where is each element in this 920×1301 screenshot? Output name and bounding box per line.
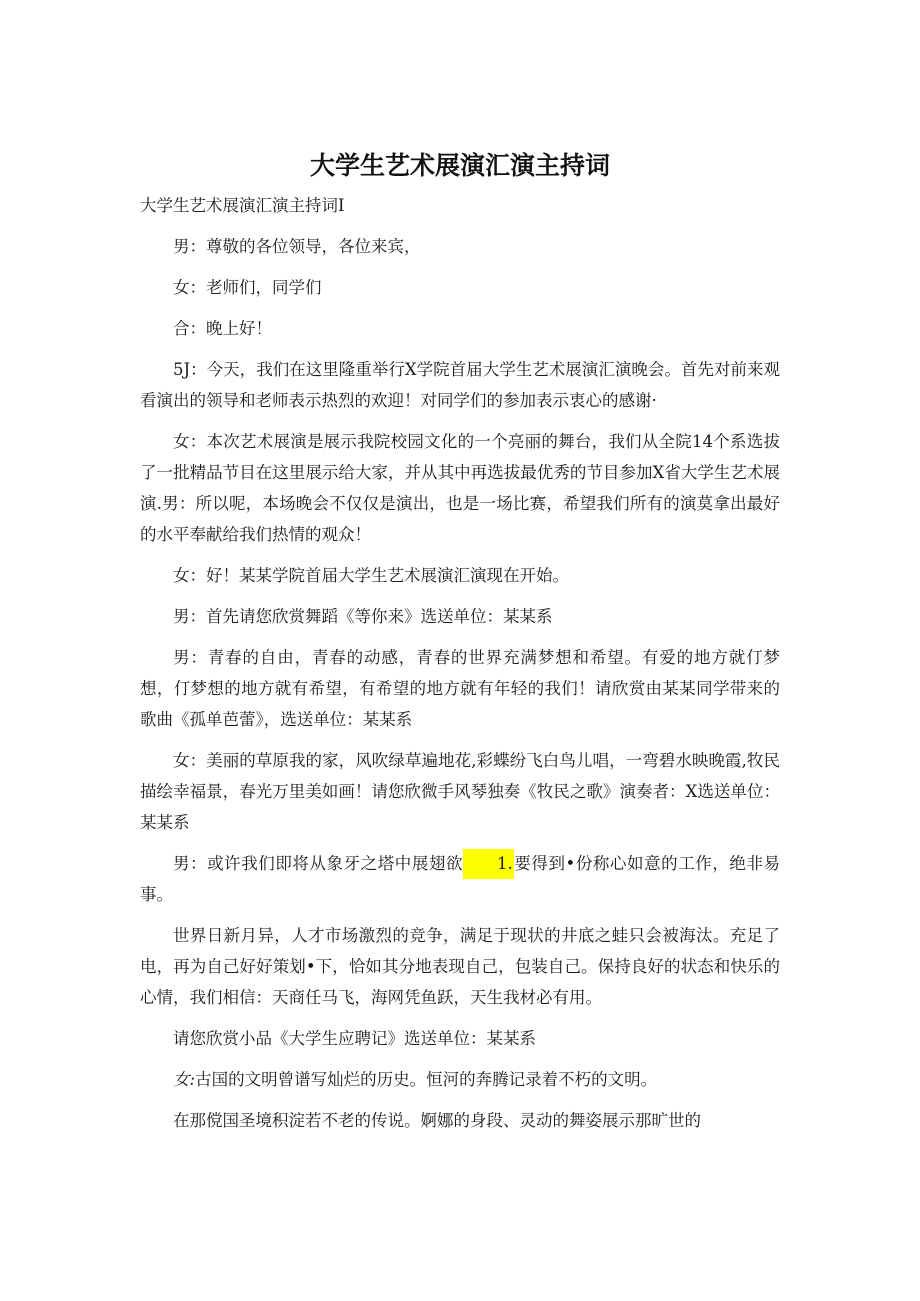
- paragraph-world: 世界日新月异，人才市场激烈的竞争，满足于现状的井底之蛙只会被海汰。充足了电，再为自己好好策划•下，恰如其分地表现自己，包装自己。保持良好的状态和快乐的心情，我们相信：天商任马飞，海网凭鱼跃，天生我材必有用。: [140, 926, 780, 1007]
- paragraph-accordion: 女：美丽的草原我的家，风吹绿草遍地花,彩蝶纷飞白鸟儿唱，一弯碧水映晚霞,牧民描绘幸福景，春光万里美如画！请您欣微手风琴独奏《牧民之歌》演奏者：X选送单位：某某系: [140, 751, 780, 832]
- highlighted-text: 1.: [463, 849, 514, 879]
- speaker-label: 女:: [173, 1070, 196, 1089]
- document-subtitle: 大学生艺术展演汇演主持词I: [140, 196, 345, 215]
- paragraph-ancient: [140, 1064, 780, 1095]
- paragraph-dance: 男：首先请您欣赏舞蹈《等你来》选送单位：某某系: [173, 607, 553, 626]
- paragraph-song: 男：青春的自由，青春的动感，青春的世界充满梦想和希望。有爱的地方就仃梦想，仃梦想的地方就有希望，有希望的地方就有年轻的我们！请欣赏由某某同学带来的歌曲《孤单芭蕾》，选送单位：某某系: [140, 648, 780, 729]
- paragraph-opening: 5J：今天，我们在这里隆重举行X学院首届大学生艺术展演汇演晚会。首先对前来观看演出的领导和老师表示热烈的欢迎！对同学们的参加表示衷心的感谢·: [140, 360, 780, 410]
- paragraph-job-after: 要得到•份称心如意的工作，绝非易事。: [140, 854, 781, 904]
- paragraph-ancient-text: 古国的文明曾谱写灿烂的历史。恒河的奔腾记录着不朽的文明。: [195, 1070, 658, 1089]
- paragraph-job: [140, 848, 780, 910]
- document-body: [140, 190, 780, 1146]
- paragraph-greeting-female: 女：老师们，同学们: [173, 278, 322, 297]
- paragraph-greeting-together: 合：晚上好！: [173, 319, 272, 338]
- paragraph-last: 在那傥国圣境积淀若不老的传说。婀娜的身段、灵动的舞姿展示那旷世的: [173, 1111, 701, 1130]
- paragraph-greeting-male: 男：尊敬的各位领导，各位来宾，: [173, 237, 421, 256]
- paragraph-start: 女：好！某某学院首届大学生艺术展演汇演现在开始。: [173, 566, 569, 585]
- paragraph-job-before: 男：或许我们即将从象牙之塔中展翅欲: [173, 854, 464, 873]
- paragraph-sketch: 请您欣赏小品《大学生应聘记》选送单位：某某系: [173, 1029, 536, 1048]
- document-title: 大学生艺术展演汇演主持词: [309, 151, 610, 180]
- paragraph-introduction: 女：本次艺术展演是展示我院校园文化的一个亮丽的舞台，我们从全院14个系选拔了一批精品节目在这里展示给大家，并从其中再选拔最优秀的节目参加X省大学生艺术展演.男：所以呢，本场晚会不仅仅是演出，也是一场比赛，希望我们所有的演莫拿出最好的水平奉献给我们热情的观众！: [140, 432, 780, 544]
